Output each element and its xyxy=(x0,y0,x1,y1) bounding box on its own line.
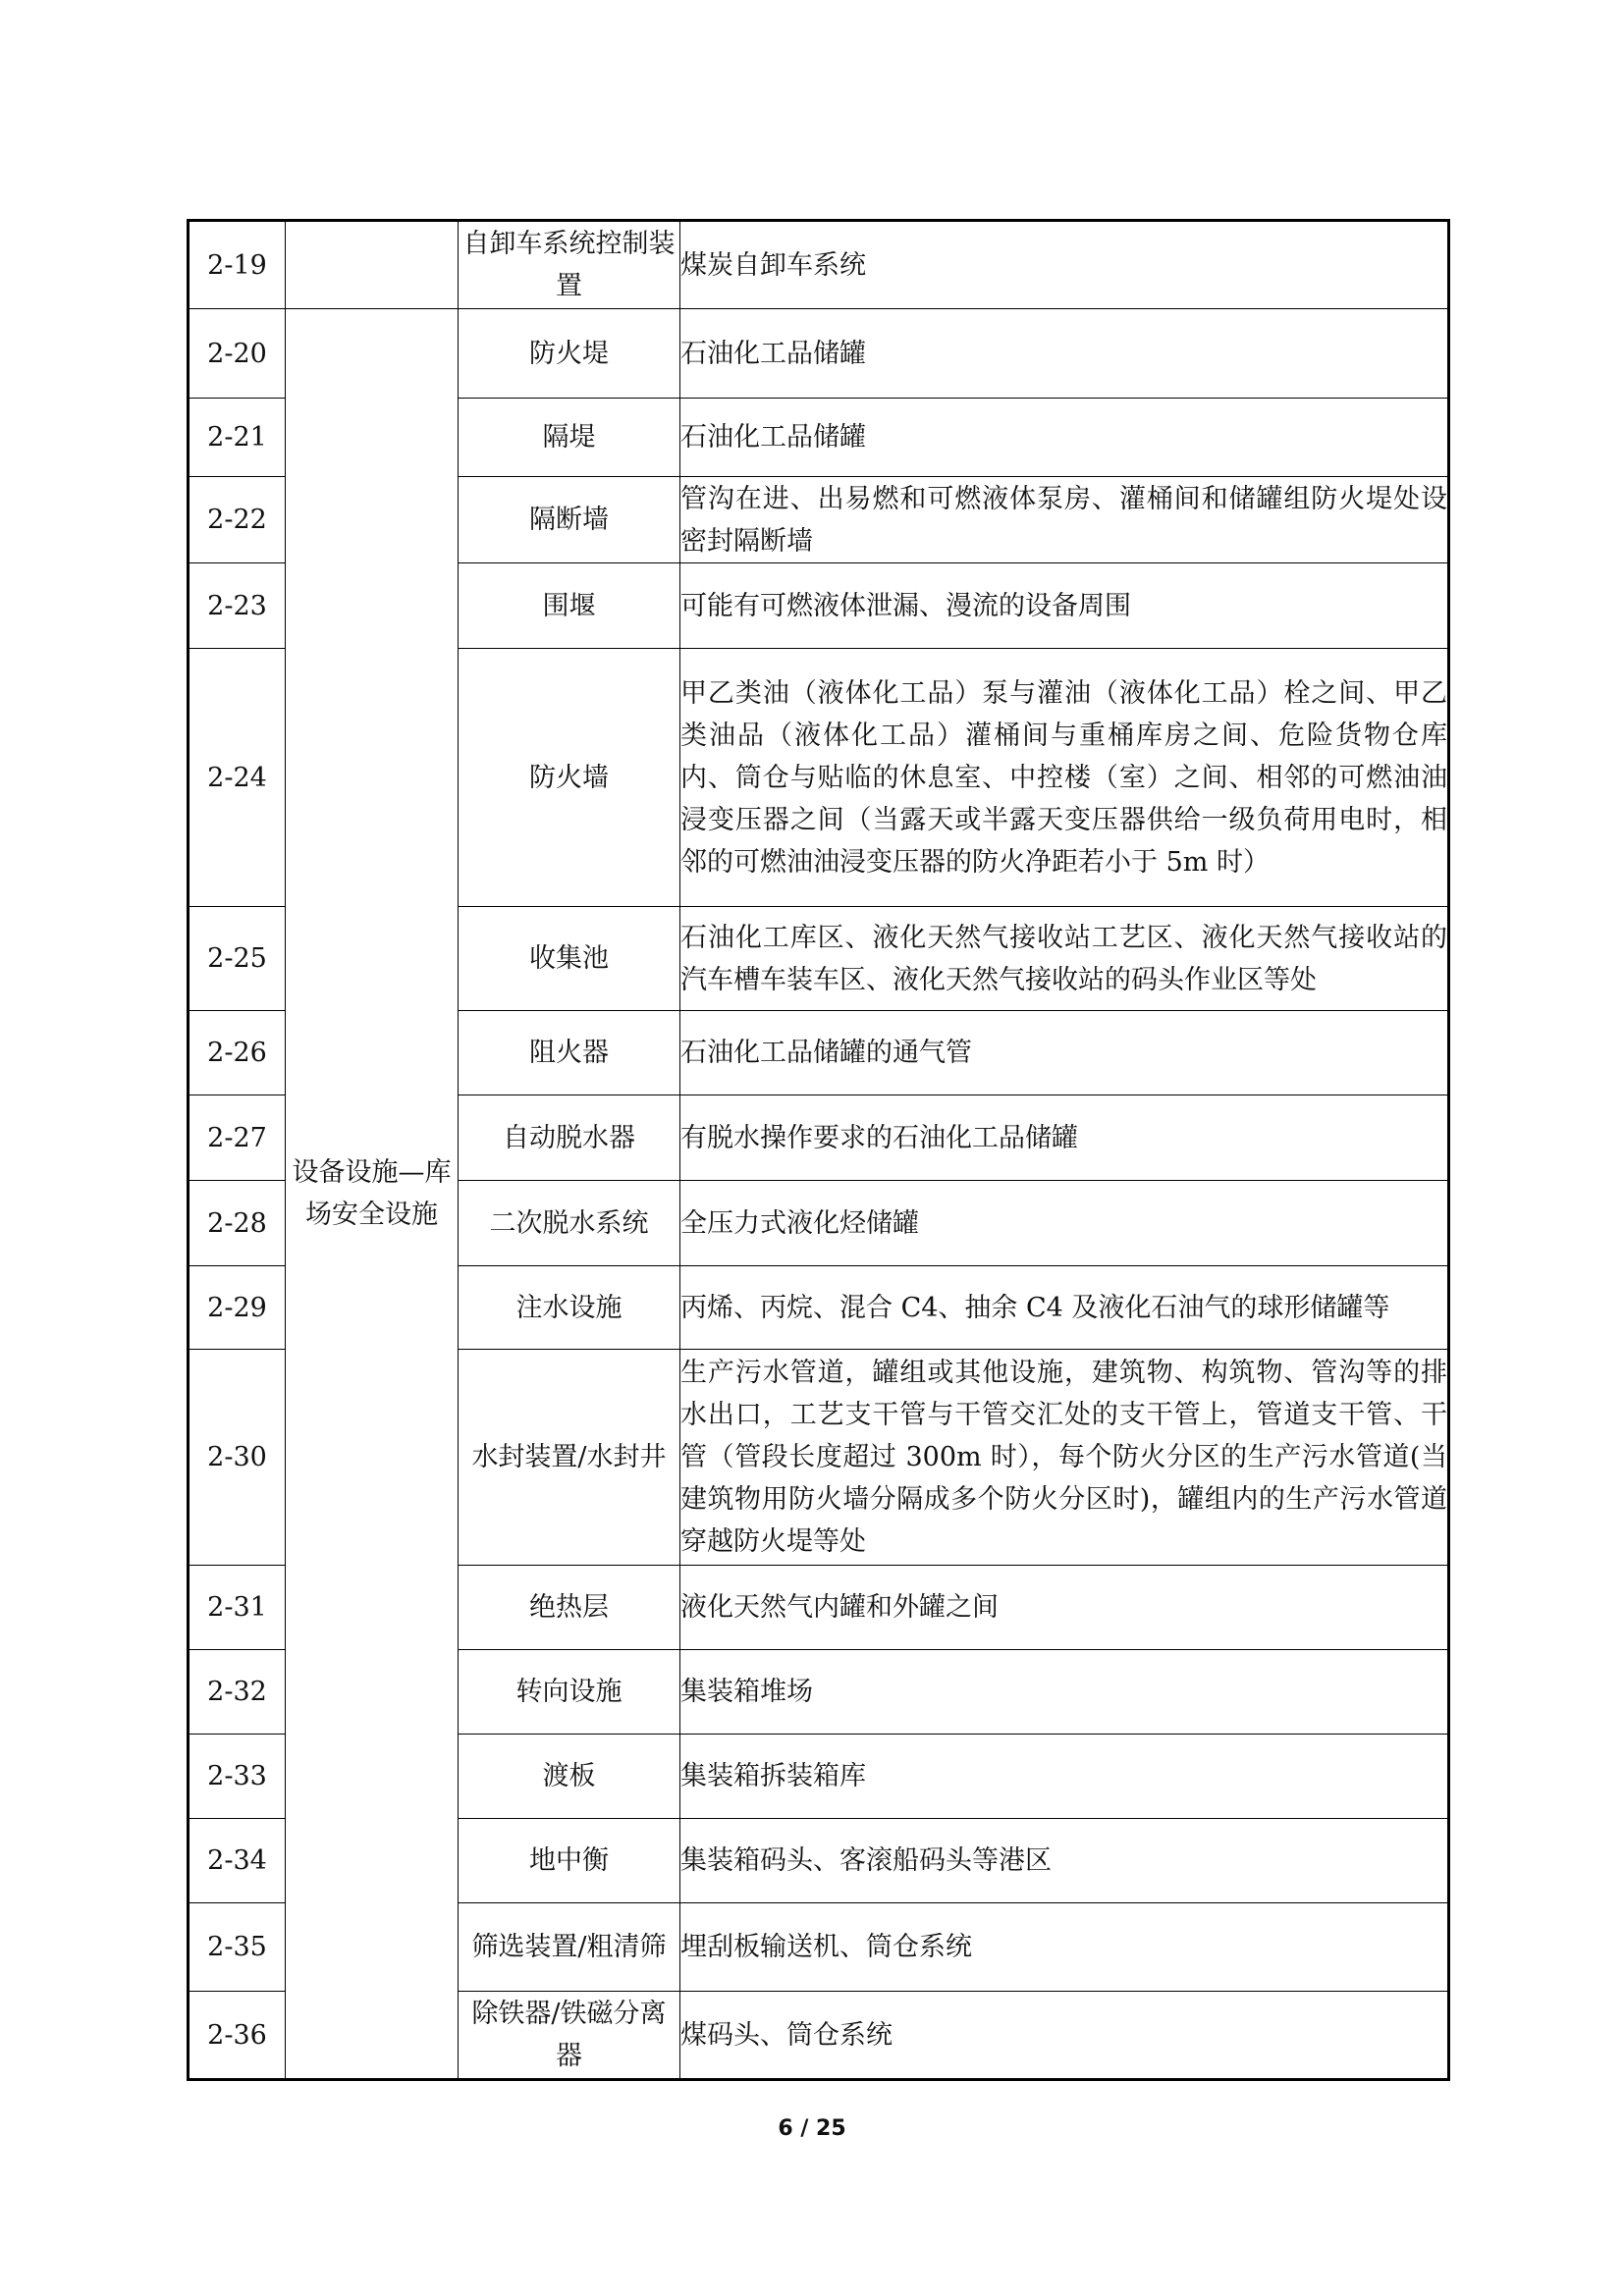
facility-name: 二次脱水系统 xyxy=(459,1181,680,1266)
row-number: 2-28 xyxy=(189,1181,286,1266)
facility-location: 集装箱码头、客滚船码头等港区 xyxy=(680,1819,1449,1903)
row-number: 2-25 xyxy=(189,907,286,1011)
facility-location: 可能有可燃液体泄漏、漫流的设备周围 xyxy=(680,563,1449,649)
facility-location: 石油化工库区、液化天然气接收站工艺区、液化天然气接收站的汽车槽车装车区、液化天然气接收站的码头作业区等处 xyxy=(680,907,1449,1011)
page-number: 6 / 25 xyxy=(778,2116,846,2141)
facility-name: 转向设施 xyxy=(459,1650,680,1735)
row-number: 2-27 xyxy=(189,1095,286,1181)
row-number: 2-29 xyxy=(189,1266,286,1350)
row-number: 2-33 xyxy=(189,1735,286,1819)
facility-location: 有脱水操作要求的石油化工品储罐 xyxy=(680,1095,1449,1181)
table-row xyxy=(189,309,1449,399)
facility-location: 液化天然气内罐和外罐之间 xyxy=(680,1566,1449,1650)
facility-location: 石油化工品储罐的通气管 xyxy=(680,1011,1449,1095)
facility-location: 丙烯、丙烷、混合 C4、抽余 C4 及液化石油气的球形储罐等 xyxy=(680,1266,1449,1350)
facility-location: 生产污水管道，罐组或其他设施，建筑物、构筑物、管沟等的排水出口，工艺支干管与干管交汇处的支干管上，管道支干管、干管（管段长度超过 300m 时），每个防火分区的生产污水管道(当建筑物用防火墙分隔成多个防火分区时)，罐组内的生产污水管道穿越防火堤等处 xyxy=(680,1350,1449,1566)
row-number: 2-34 xyxy=(189,1819,286,1903)
facility-name: 收集池 xyxy=(459,907,680,1011)
facility-location: 石油化工品储罐 xyxy=(680,309,1449,399)
row-number: 2-19 xyxy=(189,221,286,309)
facility-name: 自动脱水器 xyxy=(459,1095,680,1181)
row-number: 2-23 xyxy=(189,563,286,649)
row-number: 2-26 xyxy=(189,1011,286,1095)
table-row xyxy=(189,221,1449,309)
facility-name: 隔堤 xyxy=(459,399,680,477)
facility-location: 甲乙类油（液体化工品）泵与灌油（液体化工品）栓之间、甲乙类油品（液体化工品）灌桶间与重桶库房之间、危险货物仓库内、筒仓与贴临的休息室、中控楼（室）之间、相邻的可燃油油浸变压器之间（当露天或半露天变压器供给一级负荷用电时，相邻的可燃油油浸变压器的防火净距若小于 5m 时） xyxy=(680,649,1449,907)
facility-location: 管沟在进、出易燃和可燃液体泵房、灌桶间和储罐组防火堤处设密封隔断墙 xyxy=(680,477,1449,563)
facility-name: 地中衡 xyxy=(459,1819,680,1903)
row-number: 2-20 xyxy=(189,309,286,399)
row-number: 2-30 xyxy=(189,1350,286,1566)
facility-name: 渡板 xyxy=(459,1735,680,1819)
facility-name: 筛选装置/粗清筛 xyxy=(459,1903,680,1992)
facility-location: 煤码头、筒仓系统 xyxy=(680,1992,1449,2080)
facility-name: 防火堤 xyxy=(459,309,680,399)
facility-name: 防火墙 xyxy=(459,649,680,907)
category-label: 设备设施—库场安全设施 xyxy=(286,309,459,2080)
facility-location: 煤炭自卸车系统 xyxy=(680,221,1449,309)
row-number: 2-21 xyxy=(189,399,286,477)
facility-name: 隔断墙 xyxy=(459,477,680,563)
facility-location: 集装箱堆场 xyxy=(680,1650,1449,1735)
facility-location: 石油化工品储罐 xyxy=(680,399,1449,477)
facility-name: 阻火器 xyxy=(459,1011,680,1095)
facility-name: 注水设施 xyxy=(459,1266,680,1350)
facility-name: 除铁器/铁磁分离器 xyxy=(459,1992,680,2080)
facility-location: 埋刮板输送机、筒仓系统 xyxy=(680,1903,1449,1992)
row-number: 2-36 xyxy=(189,1992,286,2080)
category-cell-empty xyxy=(286,221,459,309)
facility-name: 围堰 xyxy=(459,563,680,649)
facility-name: 自卸车系统控制装置 xyxy=(459,221,680,309)
row-number: 2-35 xyxy=(189,1903,286,1992)
facility-name: 绝热层 xyxy=(459,1566,680,1650)
facility-location: 集装箱拆装箱库 xyxy=(680,1735,1449,1819)
row-number: 2-24 xyxy=(189,649,286,907)
row-number: 2-22 xyxy=(189,477,286,563)
equipment-table xyxy=(187,219,1450,2081)
facility-location: 全压力式液化烃储罐 xyxy=(680,1181,1449,1266)
facility-name: 水封装置/水封井 xyxy=(459,1350,680,1566)
row-number: 2-32 xyxy=(189,1650,286,1735)
row-number: 2-31 xyxy=(189,1566,286,1650)
